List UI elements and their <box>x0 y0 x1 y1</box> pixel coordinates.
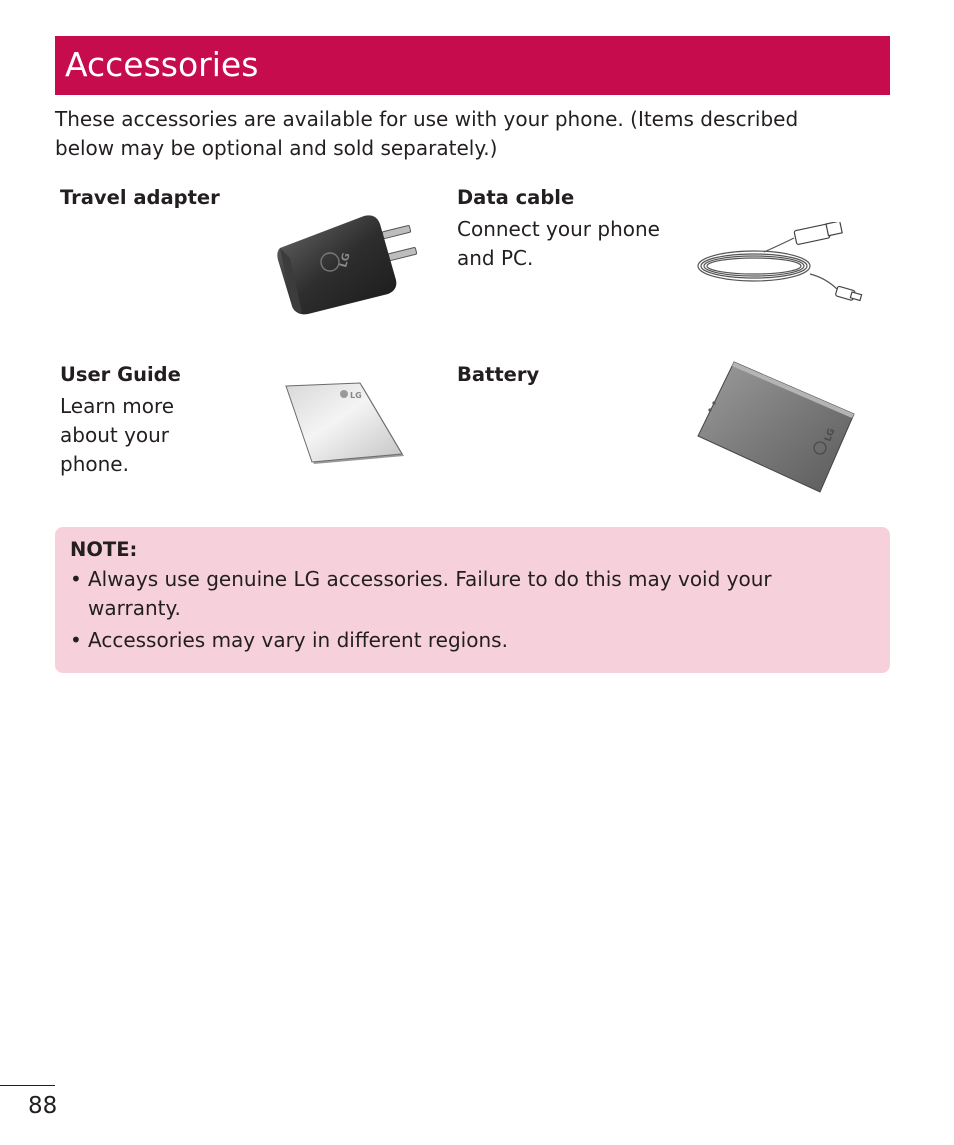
section-header-bar <box>55 36 890 95</box>
svg-text:LG: LG <box>338 251 353 269</box>
bullet-icon: • <box>70 628 82 652</box>
note-heading: NOTE: <box>70 538 138 561</box>
note-list <box>70 565 870 658</box>
bullet-icon: • <box>70 567 82 591</box>
note-box <box>55 527 890 673</box>
travel-adapter-icon <box>272 210 422 320</box>
note-item-text: Accessories may vary in different regions. <box>88 628 508 652</box>
battery-icon <box>692 358 858 496</box>
note-item <box>70 626 870 655</box>
note-item <box>70 565 870 623</box>
user-guide-icon <box>280 380 412 470</box>
svg-text:LG: LG <box>823 427 838 444</box>
data-cable-icon <box>692 222 872 314</box>
svg-text:LG: LG <box>350 391 362 400</box>
user-guide-title: User Guide <box>60 363 181 386</box>
travel-adapter-title: Travel adapter <box>60 186 220 209</box>
data-cable-description: Connect your phone and PC. <box>457 217 660 270</box>
battery-title: Battery <box>457 363 540 386</box>
page-title: Accessories <box>65 45 259 84</box>
intro-paragraph: These accessories are available for use with your phone. (Items described below may be optional and sold separately.) <box>55 107 799 160</box>
page-number: 88 <box>28 1093 58 1119</box>
page-number-rule <box>0 1085 55 1086</box>
note-item-text: Always use genuine LG accessories. Failure to do this may void your warranty. <box>88 567 772 620</box>
user-guide-description: Learn more about your phone. <box>60 394 175 476</box>
data-cable-title: Data cable <box>457 186 575 209</box>
